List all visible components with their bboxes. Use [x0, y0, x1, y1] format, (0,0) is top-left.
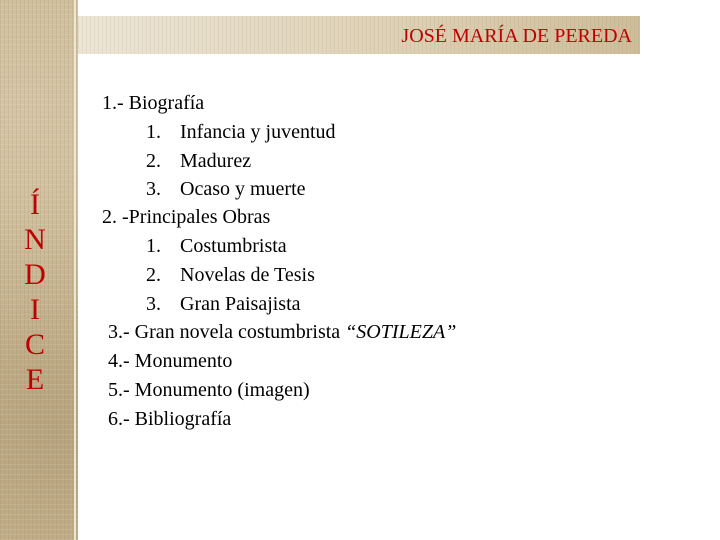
section-italic-title: “SOTILEZA” — [345, 321, 457, 343]
side-divider-line — [74, 0, 76, 540]
section-sotileza — [108, 318, 456, 346]
section-biografia: 1.- Biografía — [102, 92, 205, 114]
slide-title: JOSÉ MARÍA DE PEREDA — [401, 25, 632, 47]
subitem-ocaso — [146, 175, 306, 203]
subitem-costumbrista — [146, 232, 287, 260]
subitem-number: 2. — [146, 150, 161, 172]
subitem-novelas-tesis — [146, 261, 315, 289]
vertical-letter: N — [24, 223, 46, 256]
vertical-letter: C — [24, 328, 45, 361]
vertical-letter: E — [25, 363, 45, 396]
section-monumento: 4.- Monumento — [108, 350, 233, 372]
subitem-number: 3. — [146, 178, 161, 200]
section-label: 3.- Gran novela costumbrista — [108, 321, 346, 343]
subitem-madurez — [146, 147, 251, 175]
subitem-label: Infancia y juventud — [180, 121, 336, 143]
subitem-number: 3. — [146, 293, 161, 315]
title-bar — [78, 16, 640, 54]
subitem-number: 1. — [146, 121, 161, 143]
subitem-infancia — [146, 118, 336, 146]
subitem-label: Ocaso y muerte — [180, 178, 306, 200]
subitem-label: Novelas de Tesis — [180, 264, 315, 286]
subitem-number: 2. — [146, 264, 161, 286]
section-bibliografia: 6.- Bibliografía — [108, 408, 232, 430]
subitem-number: 1. — [146, 235, 161, 257]
section-monumento-imagen: 5.- Monumento (imagen) — [108, 379, 310, 401]
vertical-indice-word — [10, 187, 60, 397]
section-principales-obras: 2. -Principales Obras — [102, 206, 271, 228]
vertical-letter: D — [24, 258, 46, 291]
vertical-letter: I — [30, 293, 40, 326]
subitem-label: Gran Paisajista — [180, 293, 301, 315]
subitem-label: Costumbrista — [180, 235, 287, 257]
subitem-label: Madurez — [180, 150, 252, 172]
vertical-letter: Í — [30, 188, 40, 221]
subitem-gran-paisajista — [146, 290, 301, 318]
